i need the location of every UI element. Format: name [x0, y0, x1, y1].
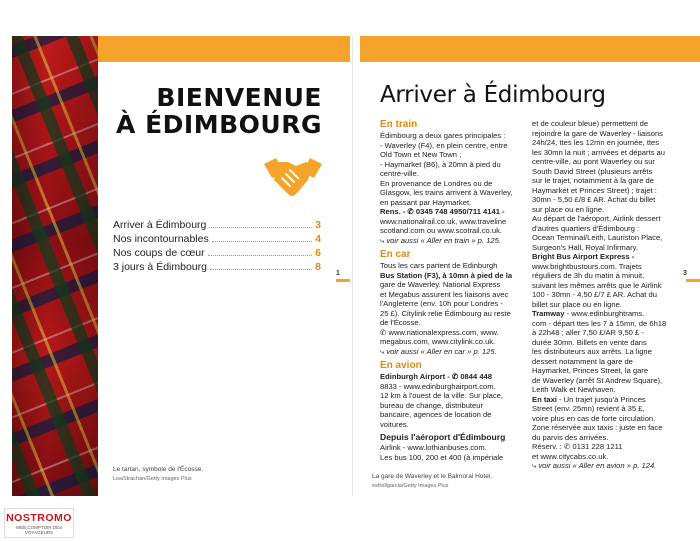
welcome-title	[110, 84, 322, 138]
caption-text: La gare de Waverley et le Balmoral Hotel.	[372, 473, 493, 480]
text-column-1	[380, 119, 520, 462]
text-column-2	[532, 119, 678, 471]
train-text: En provenance de Londres ou de	[380, 178, 493, 188]
car-text: et Megabus assurent les liaisons avec	[380, 289, 509, 299]
train-link[interactable]: scotland.com ou www.scotrail.co.uk.	[380, 226, 502, 235]
car-link[interactable]: ✆ www.nationalexpress.com, www.	[380, 327, 499, 337]
toc-page: 6	[315, 247, 321, 259]
page-number-right: 3	[683, 270, 687, 277]
train-see-also[interactable]	[380, 236, 520, 246]
toc-label: 3 jours à Édimbourg	[113, 261, 207, 273]
caption-text: Le tartan, symbole de l'Écosse.	[113, 466, 204, 473]
car-text: l'Angleterre (env. 10h pour Londres -	[380, 299, 503, 308]
toc-dots	[209, 227, 312, 228]
header-bar-right	[360, 36, 700, 62]
car-text: 25 £). Citylink relie Édimbourg au reste	[380, 308, 511, 318]
welcome-title-line2: À ÉDIMBOURG	[116, 110, 322, 139]
see-also-text: voir aussi « Aller en car » p. 125.	[386, 346, 497, 356]
tramway-text: durée 30mn. Billets en vente dans	[532, 337, 647, 347]
bright-bus-text: 100 - 30mn - 4,50 £/7 £ AR. Achat du	[532, 290, 657, 299]
airlink-text: d'autres quartiers d'Édimbourg :	[532, 223, 640, 233]
taxi-link[interactable]: et www.citycabs.co.uk.	[532, 451, 609, 461]
page-marker-left	[336, 279, 350, 282]
train-text: Glasgow, les trains arrivent à Waverley,	[380, 188, 513, 197]
handshake-icon	[262, 152, 324, 202]
tramway-text: de Waverley (arrêt St Andrew Square),	[532, 375, 663, 385]
logo-name: NOSTROMO	[6, 512, 72, 524]
airlink-text: 24h/24, ttes les 12mn en journée, ttes	[532, 138, 660, 147]
tramway-first-line	[532, 309, 678, 319]
train-link[interactable]: www.nationalrail.co.uk, www.traveline	[380, 216, 507, 226]
nostromo-logo	[4, 508, 74, 538]
toc-item-3-jours[interactable]	[113, 259, 321, 273]
train-text: en passant par Haymarket.	[380, 197, 472, 207]
taxi-text: Réserv. : ✆ 0131 228 1211	[532, 442, 623, 451]
train-text: Édimbourg a deux gares principales :	[380, 131, 506, 140]
toc-item-incontournables[interactable]	[113, 231, 321, 245]
taxi-text: du parvis des arrivées.	[532, 432, 609, 442]
bright-bus-heading: Bright Bus Airport Express -	[532, 252, 635, 261]
airlink-text: 30mn - 5,50 £/8 £ AR. Achat du billet	[532, 195, 656, 204]
arrow-icon: ⤷	[380, 346, 387, 356]
tramway-heading: Tramway	[532, 309, 565, 318]
taxi-text: Street (env. 25mn) revient à 35 £,	[532, 404, 645, 413]
toc-dots	[212, 241, 312, 242]
tramway-text: dessert notamment la gare de	[532, 356, 633, 366]
arrow-icon: ⤷	[532, 461, 539, 470]
toc-item-arriver[interactable]	[113, 217, 321, 231]
tramway-text: Haymarket, Princes Street, la gare	[532, 366, 649, 375]
airlink-text: Airlink - www.lothianbuses.com.	[380, 443, 487, 452]
toc-page: 3	[315, 219, 321, 231]
tramway-text: Leith Walk et Newhaven.	[532, 385, 616, 394]
avion-text: Edinburgh Airport - ✆ 0844 448	[380, 372, 492, 381]
taxi-text: Zone réservée aux taxis : juste en face	[532, 423, 663, 432]
page-divider	[352, 36, 353, 496]
avion-text: voitures.	[380, 419, 409, 429]
toc-page: 8	[315, 261, 321, 273]
page-marker-right	[686, 279, 700, 282]
airlink-text: sur place ou en ligne.	[532, 204, 605, 214]
train-text: centre-ville.	[380, 169, 419, 178]
tartan-photo-shading	[12, 36, 98, 496]
toc-page: 4	[315, 233, 321, 245]
toc-dots	[210, 269, 312, 270]
car-see-also[interactable]	[380, 347, 520, 357]
airlink-text: Surgeon's Hall, Royal Infirmary.	[532, 242, 638, 252]
see-also-text: voir aussi « Aller en train » p. 125.	[386, 235, 501, 245]
bright-bus-text: suivant les mêmes arrêts que le Airlink	[532, 280, 662, 290]
train-waverley: - Waverley (F4), en plein centre, entre	[380, 140, 508, 150]
photo-caption-left	[113, 466, 313, 483]
toc-label: Nos coups de cœur	[113, 247, 205, 259]
airlink-text: et de couleur bleue) permettent de	[532, 119, 649, 128]
section-heading-car: En car	[380, 249, 411, 260]
avion-text: 12 km à l'ouest de la ville. Sur place,	[380, 391, 504, 400]
airlink-text: centre-ville, au pont Waverley ou sur	[532, 157, 655, 166]
airlink-text: Haymarket et Princes Street) ; trajet :	[532, 185, 657, 195]
toc-dots	[208, 255, 313, 256]
tramway-text: com - départ ttes les 7 à 15mn, de 6h18	[532, 318, 667, 328]
airlink-text: Ocean Terminal/Leith, Lauriston Place,	[532, 233, 663, 242]
car-text: Bus Station (F3), à 10mn à pied de la	[380, 270, 513, 280]
subheading-depuis-aeroport: Depuis l'aéroport d'Édimbourg	[380, 432, 506, 442]
car-text: Tous les cars partent de Edinburgh	[380, 261, 498, 270]
toc-label: Arriver à Édimbourg	[113, 219, 207, 231]
welcome-title-line1: BIENVENUE	[156, 83, 322, 112]
photo-credit: LisaStrachan/Getty Images Plus	[113, 475, 192, 482]
airlink-text: Les bus 100, 200 et 400 (à impériale	[380, 452, 504, 462]
avion-text: 8833 - www.edinburghairport.com.	[380, 381, 496, 391]
bright-bus-text: réguliers de 3h du matin à minuit,	[532, 271, 645, 280]
photo-caption-right	[372, 473, 572, 490]
taxi-text: - Un trajet jusqu'à Princes	[556, 394, 646, 404]
tramway-text: les distributeurs aux arrêts. La ligne	[532, 347, 652, 356]
train-rens: Rens. - ✆ 0345 748 4950/711 4141 -	[380, 207, 505, 216]
train-text: Old Town et New Town ;	[380, 150, 462, 159]
bright-bus-text: www.brightbustours.com. Trajets	[532, 261, 642, 271]
car-text: gare de Waverley. National Express	[380, 280, 501, 289]
tramway-text: - www.edinburghtrams.	[564, 309, 645, 318]
see-also-text: voir aussi « Aller en avion » p. 124.	[538, 461, 657, 470]
airlink-text: les 30mn la nuit ; arrivées et départs au	[532, 147, 665, 157]
taxi-heading: En taxi	[532, 394, 557, 404]
section-heading-avion: En avion	[380, 360, 422, 371]
taxi-see-also[interactable]	[532, 461, 678, 471]
logo-tagline: WEB COMPTOIR DES VOYAGEURS	[15, 525, 63, 535]
airlink-text: South David Street (plusieurs arrêts	[532, 166, 653, 176]
car-link[interactable]: megabus.com, www.citylink.co.uk.	[380, 337, 496, 346]
taxi-text: voire plus en cas de forte circulation.	[532, 413, 656, 423]
bright-bus-text: billet sur place ou en ligne.	[532, 299, 622, 309]
airlink-text: sur le trajet, notamment à la gare de	[532, 176, 654, 185]
car-text: de l'Écosse.	[380, 318, 421, 327]
section-heading-train: En train	[380, 119, 418, 130]
taxi-first-line	[532, 395, 678, 405]
page-number-left: 1	[336, 270, 340, 277]
airlink-text: rejoindre la gare de Waverley - liaisons	[532, 128, 663, 138]
avion-text: bancaire, agences de location de	[380, 410, 492, 419]
airlink-text: Au départ de l'aéroport, Airlink dessert	[532, 214, 661, 223]
tramway-text: à 22h48 ; aller 7,50 £/AR 9,50 £ -	[532, 328, 644, 337]
header-bar-left	[98, 36, 350, 62]
train-haymarket: - Haymarket (B6), à 20mn à pied du	[380, 159, 501, 169]
arrow-icon: ⤷	[380, 235, 387, 245]
photo-credit: estivillgarcia/Getty Images Plus	[372, 482, 449, 489]
avion-text: bureau de change, distributeur	[380, 400, 484, 410]
page-title: Arriver à Édimbourg	[380, 82, 606, 108]
toc-label: Nos incontournables	[113, 233, 209, 245]
toc-item-coups-de-coeur[interactable]	[113, 245, 321, 259]
